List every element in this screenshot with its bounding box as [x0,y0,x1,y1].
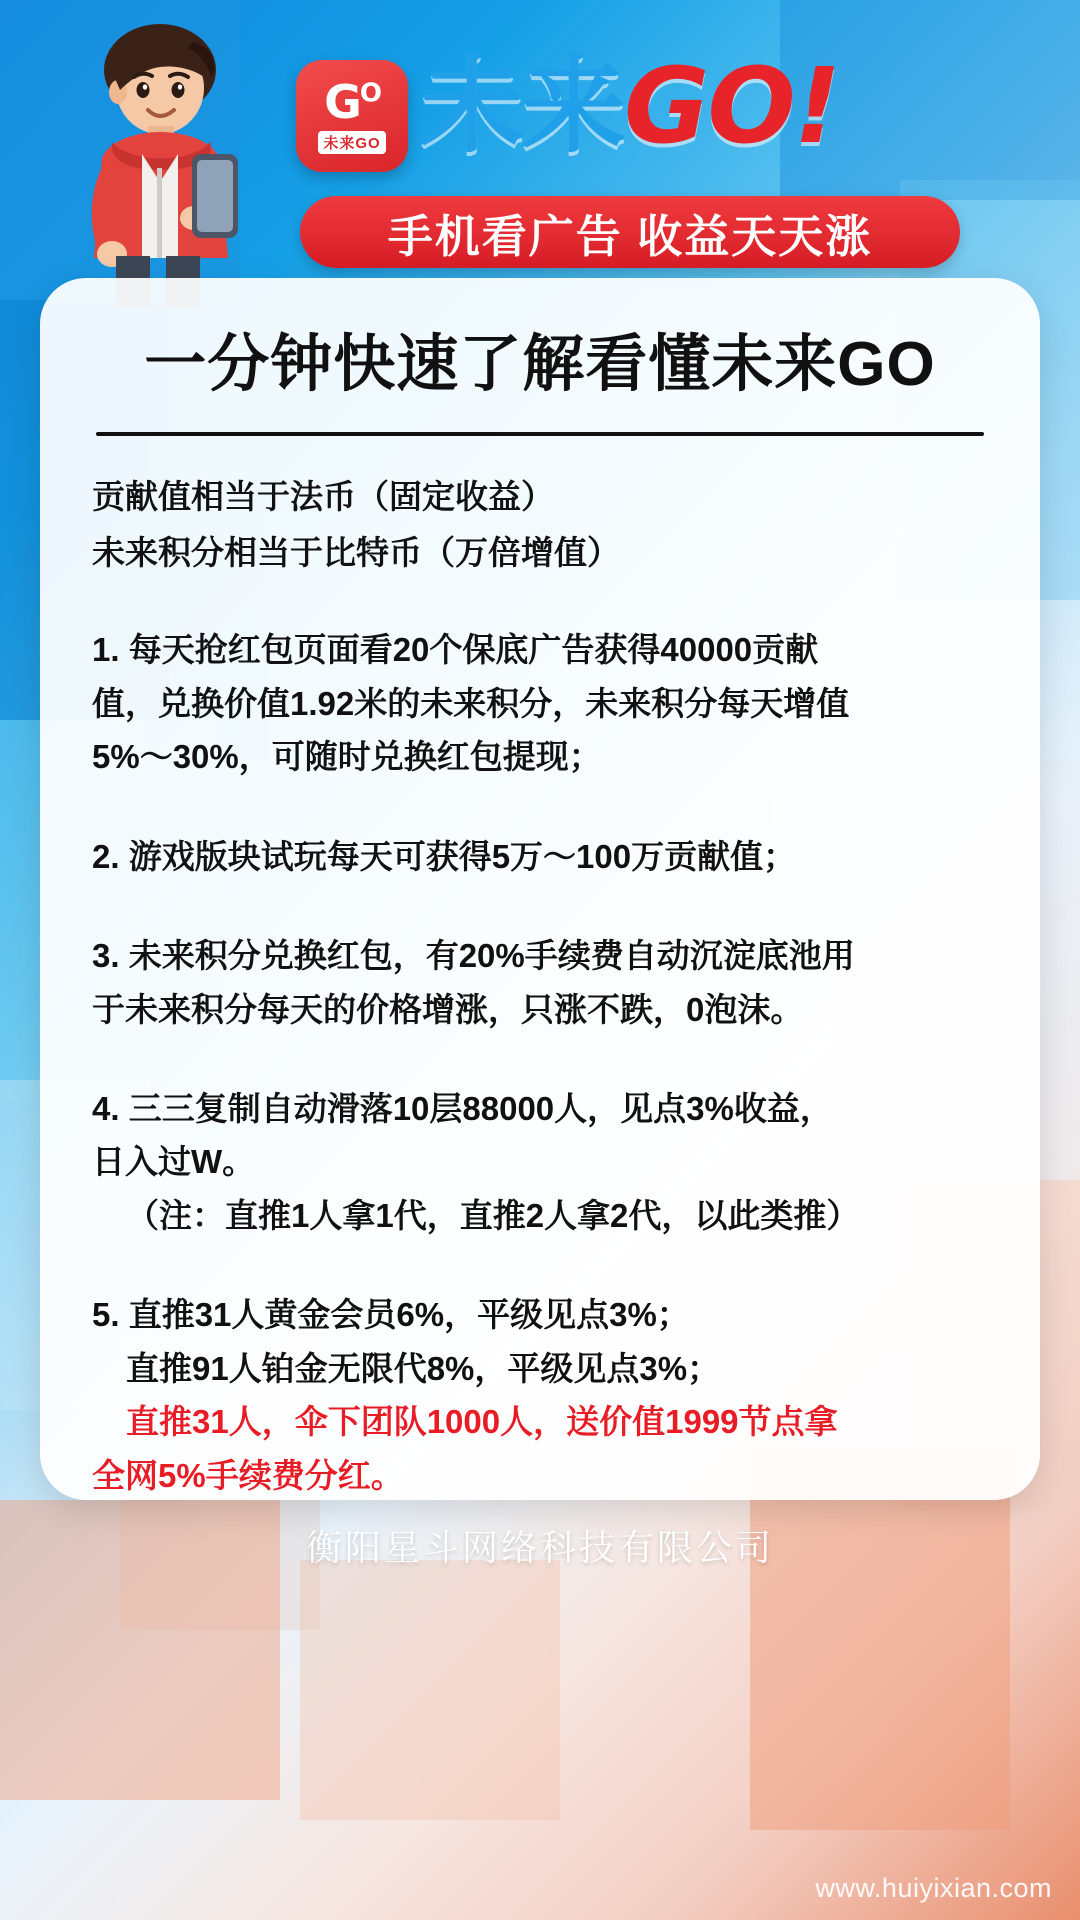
list-item [92,1288,988,1502]
brand-title-en: GO! [624,45,840,167]
item-2-line-1: 2. 游戏版块试玩每天可获得5万～100万贡献值； [92,837,797,875]
company-name: 衡阳星斗网络科技有限公司 [305,1527,774,1568]
item-4-line-2: 日入过W。 [92,1143,256,1181]
list-item [92,830,988,883]
item-3-line-2: 于未来积分每天的价格增涨，只涨不跌，0泡沫。 [92,990,804,1028]
logo-mark-sup: O [359,78,380,109]
lead-line-2: 未来积分相当于比特币（万倍增值） [92,533,620,571]
item-5-line-1: 5. 直推31人黄金会员6%，平级见点3%； [92,1296,690,1334]
list-item [92,623,988,783]
lead-line-1: 贡献值相当于法币（固定收益） [92,478,554,516]
card-body [92,470,988,1502]
mascot-illustration [42,18,272,308]
lead-paragraph [92,470,988,579]
item-5-sub: 直推91人铂金无限代8%，平级见点3%； [126,1349,721,1387]
item-1-line-1: 1. 每天抢红包页面看20个保底广告获得40000贡献 [92,631,819,669]
poster-header [0,0,1080,300]
item-3-line-1: 3. 未来积分兑换红包，有20%手续费自动沉淀底池用 [92,937,855,975]
item-1-line-2: 值，兑换价值1.92米的未来积分，未来积分每天增值 [92,684,850,722]
item-5-highlight-line-1: 直推31人，伞下团队1000人，送价值1999节点拿 [126,1403,838,1441]
brand-title [420,45,840,167]
slogan-text: 手机看广告 收益天天涨 [387,210,873,262]
item-5-highlight-line-2: 全网5%手续费分红。 [92,1456,404,1494]
item-4-line-1: 4. 三三复制自动滑落10层88000人，见点3%收益， [92,1090,833,1128]
app-logo-badge [296,60,408,172]
page-title: 一分钟快速了解看懂未来GO [144,330,936,399]
list-item [92,929,988,1036]
slogan-banner [300,196,960,268]
info-card [40,278,1040,1500]
logo-mark: G [324,74,360,129]
title-divider [96,432,984,436]
item-4-note: （注：直推1人拿1代，直推2人拿2代，以此类推） [126,1196,860,1234]
logo-cn-label: 未来GO [318,131,385,154]
item-1-line-3: 5%～30%，可随时兑换红包提现； [92,738,602,776]
brand-title-cn: 未来 [420,45,625,167]
watermark-url: www.huiyixian.com [815,1873,1052,1903]
list-item [92,1082,988,1242]
